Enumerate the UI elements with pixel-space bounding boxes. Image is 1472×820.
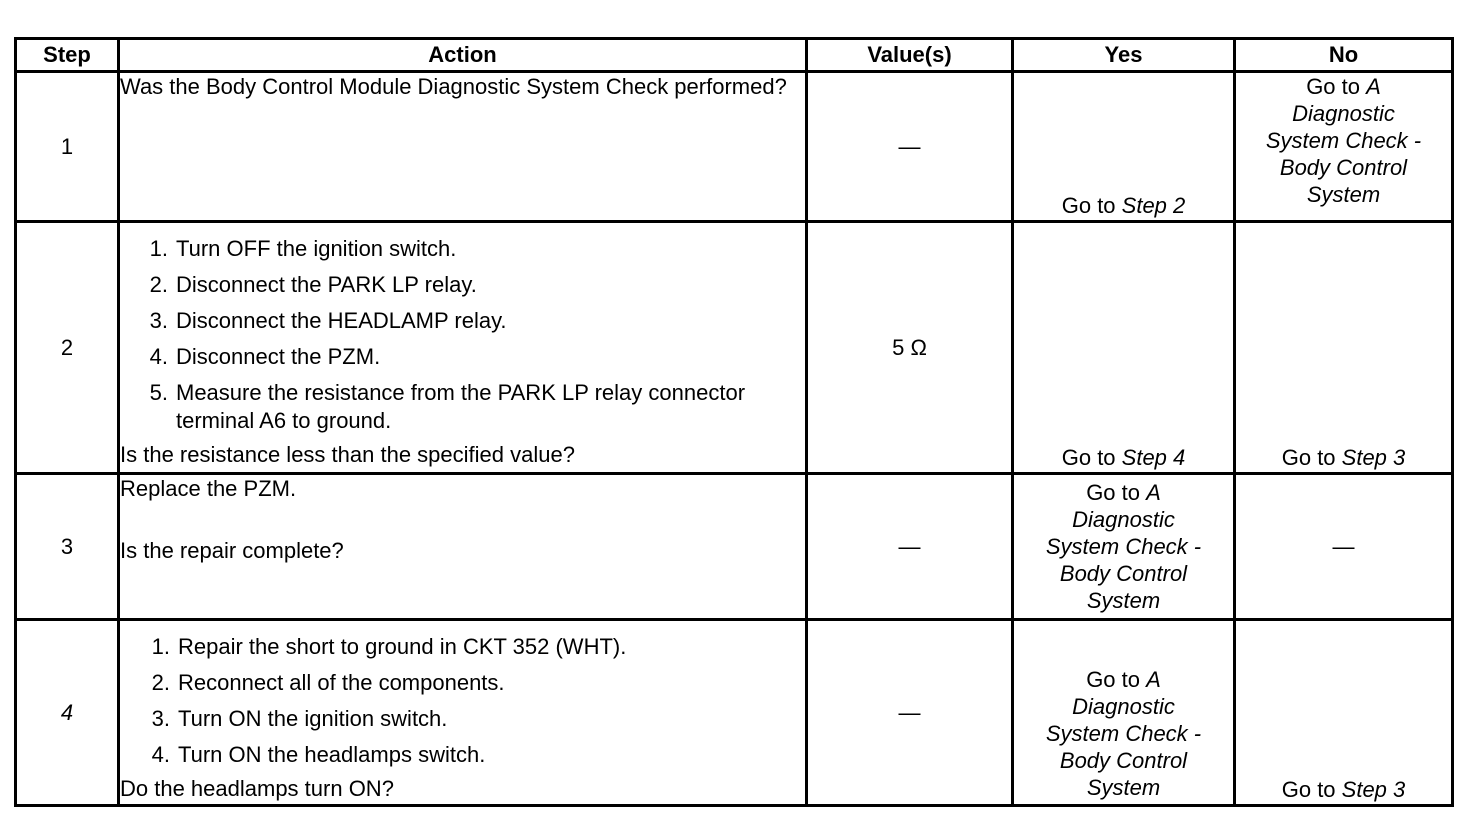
yes-goto-prefix: Go to <box>1061 445 1122 470</box>
list-item: 2. Disconnect the PARK LP relay. <box>149 272 477 297</box>
header-no: No <box>1235 39 1453 72</box>
no-goto-target: Step 3 <box>1341 777 1406 802</box>
action-question: Is the repair complete? <box>120 538 344 563</box>
list-item: 2. Reconnect all of the components. <box>151 670 505 695</box>
yes-cell <box>1013 72 1235 222</box>
list-item: 4. Turn ON the headlamps switch. <box>151 742 486 767</box>
yes-goto-target-line: System Check - <box>1045 533 1202 559</box>
header-action: Action <box>119 39 807 72</box>
yes-cell <box>1013 620 1235 806</box>
yes-cell <box>1013 474 1235 620</box>
no-goto-prefix: Go to <box>1306 74 1367 99</box>
action-steps-list <box>120 235 805 435</box>
action-instruction: Replace the PZM. <box>120 476 297 501</box>
no-cell <box>1235 72 1453 222</box>
no-goto-target: Step 3 <box>1341 445 1406 470</box>
action-cell <box>119 72 807 222</box>
yes-goto-target-line: System <box>1086 775 1161 800</box>
action-question: Was the Body Control Module Diagnostic System Check performed? <box>120 74 787 99</box>
table-row <box>16 72 1453 222</box>
yes-goto-target-line: A <box>1146 667 1161 692</box>
yes-goto-prefix: Go to <box>1061 193 1122 218</box>
step-number: 2 <box>16 222 119 474</box>
yes-goto-target-line: Diagnostic <box>1072 694 1175 719</box>
yes-goto-target-line: Body Control <box>1059 748 1188 773</box>
no-goto-prefix: Go to <box>1281 445 1342 470</box>
value-cell: 5 Ω <box>807 222 1013 474</box>
action-steps-list <box>120 633 805 769</box>
no-goto-prefix: Go to <box>1281 777 1342 802</box>
header-step: Step <box>16 39 119 72</box>
list-item: 1. Repair the short to ground in CKT 352 (WHT). <box>151 634 627 659</box>
diagnostic-table <box>14 37 1454 807</box>
no-cell: — <box>1235 474 1453 620</box>
step-number: 4 <box>16 620 119 806</box>
diagnostic-table-sheet <box>14 37 1451 807</box>
yes-goto-prefix: Go to <box>1086 667 1147 692</box>
list-item: 5. Measure the resistance from the PARK LP relay connector terminal A6 to ground. <box>149 380 746 433</box>
step-number: 1 <box>16 72 119 222</box>
value-cell: — <box>807 474 1013 620</box>
yes-goto-target-line: Diagnostic <box>1072 506 1175 532</box>
no-cell <box>1235 222 1453 474</box>
no-goto-target-line: Body Control <box>1279 155 1408 180</box>
no-goto-target-line: Diagnostic <box>1292 101 1395 126</box>
no-goto-target-line: System Check - <box>1265 128 1422 153</box>
list-item: 1. Turn OFF the ignition switch. <box>149 236 457 261</box>
value-cell: — <box>807 72 1013 222</box>
yes-goto-target: Step 2 <box>1121 193 1186 218</box>
no-goto-target-line: A <box>1366 74 1381 99</box>
table-header-row <box>16 39 1453 72</box>
action-question: Do the headlamps turn ON? <box>120 776 394 801</box>
table-row <box>16 474 1453 620</box>
yes-goto-target: Step 4 <box>1121 445 1186 470</box>
list-item: 3. Turn ON the ignition switch. <box>151 706 448 731</box>
action-cell <box>119 474 807 620</box>
header-values: Value(s) <box>807 39 1013 72</box>
yes-goto-target-line: System <box>1086 587 1161 613</box>
yes-goto-prefix: Go to <box>1086 479 1147 505</box>
header-yes: Yes <box>1013 39 1235 72</box>
action-cell <box>119 222 807 474</box>
yes-cell <box>1013 222 1235 474</box>
table-row <box>16 620 1453 806</box>
yes-goto-target-line: System Check - <box>1045 721 1202 746</box>
no-goto-target-line: System <box>1306 182 1381 207</box>
step-number: 3 <box>16 474 119 620</box>
yes-goto-target-line: Body Control <box>1059 560 1188 586</box>
action-cell <box>119 620 807 806</box>
value-cell: — <box>807 620 1013 806</box>
list-item: 4. Disconnect the PZM. <box>149 344 381 369</box>
no-cell <box>1235 620 1453 806</box>
list-item: 3. Disconnect the HEADLAMP relay. <box>149 308 507 333</box>
yes-goto-target-line: A <box>1146 479 1161 505</box>
table-row <box>16 222 1453 474</box>
action-question: Is the resistance less than the specified value? <box>120 442 575 467</box>
